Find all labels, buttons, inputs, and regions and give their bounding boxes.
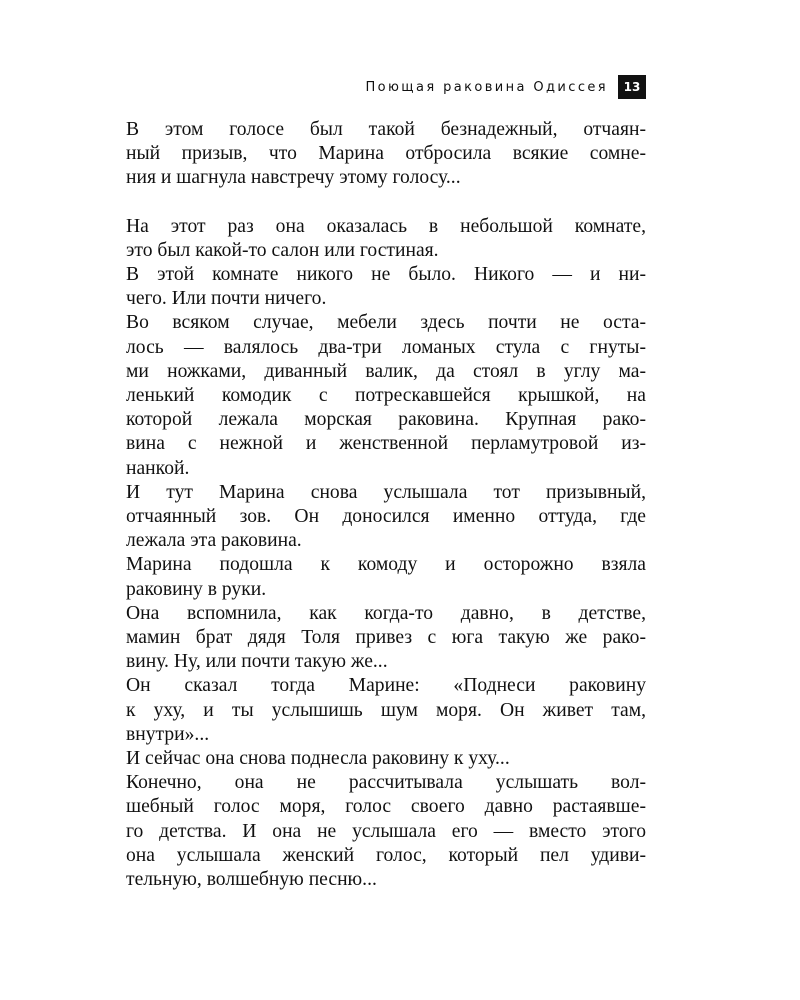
text-line: Она вспомнила, как когда-то давно, в детстве,	[126, 602, 646, 624]
text-line: И тут Марина снова услышала тот призывный,	[126, 481, 646, 503]
text-line: В этой комнате никого не было. Никого — и ни-	[126, 264, 646, 286]
section-break	[93, 191, 646, 215]
running-title: Поющая раковина Одиссея	[365, 79, 608, 95]
text-line: вина с нежной и женственной перламутровой из-	[126, 433, 646, 455]
paragraph	[93, 747, 646, 771]
paragraph	[93, 481, 646, 554]
text-line: к уху, и ты услышишь шум моря. Он живет там,	[126, 699, 646, 721]
text-line: На этот раз она оказалась в небольшой комнате,	[126, 215, 646, 237]
body-text	[93, 118, 646, 892]
paragraph	[93, 553, 646, 601]
paragraph	[93, 263, 646, 311]
running-head	[320, 74, 646, 100]
text-line: В этом голосе был такой безнадежный, отчаян-	[126, 119, 646, 140]
text-line: ми ножками, диванный валик, да стоял в углу ма-	[126, 360, 646, 382]
paragraph	[93, 674, 646, 747]
paragraph	[93, 311, 646, 480]
text-line: раковину в руки.	[126, 578, 267, 600]
text-line: тельную, волшебную песню...	[126, 869, 377, 891]
text-line: ния и шагнула навстречу этому голосу...	[126, 167, 461, 189]
text-line: вину. Ну, или почти такую же...	[126, 651, 388, 673]
paragraph	[93, 771, 646, 892]
text-line: она услышала женский голос, который пел удиви-	[126, 844, 646, 866]
paragraph	[93, 118, 646, 191]
text-line: Он сказал тогда Марине: «Поднеси раковину	[126, 675, 646, 697]
text-line: Во всяком случае, мебели здесь почти не оста-	[126, 312, 646, 334]
text-line: Марина подошла к комоду и осторожно взяла	[126, 554, 646, 576]
text-line: шебный голос моря, голос своего давно растаявше-	[126, 796, 646, 818]
text-line: го детства. И она не услышала его — вместо этого	[126, 820, 646, 842]
text-line: внутри»...	[126, 723, 210, 745]
text-line: ный призыв, что Марина отбросила всякие сомне-	[126, 143, 646, 165]
text-line: Конечно, она не рассчитывала услышать вол-	[126, 772, 646, 794]
text-line: мамин брат дядя Толя привез с юга такую же рако-	[126, 627, 646, 649]
text-line: лежала эта раковина.	[126, 530, 302, 552]
text-line: нанкой.	[126, 457, 190, 479]
text-line: которой лежала морская раковина. Крупная рако-	[126, 409, 646, 431]
text-line: это был какой-то салон или гостиная.	[126, 239, 439, 261]
text-line: лось — валялось два-три ломаных стула с гнуты-	[126, 336, 646, 358]
paragraph	[93, 215, 646, 263]
page-number: 13	[618, 75, 646, 99]
text-line: И сейчас она снова поднесла раковину к уху...	[126, 748, 510, 770]
text-line: ленький комодик с потрескавшейся крышкой, на	[126, 385, 646, 407]
text-line: чего. Или почти ничего.	[126, 288, 327, 310]
paragraph	[93, 602, 646, 675]
text-line: отчаянный зов. Он доносился именно оттуда, где	[126, 506, 646, 528]
